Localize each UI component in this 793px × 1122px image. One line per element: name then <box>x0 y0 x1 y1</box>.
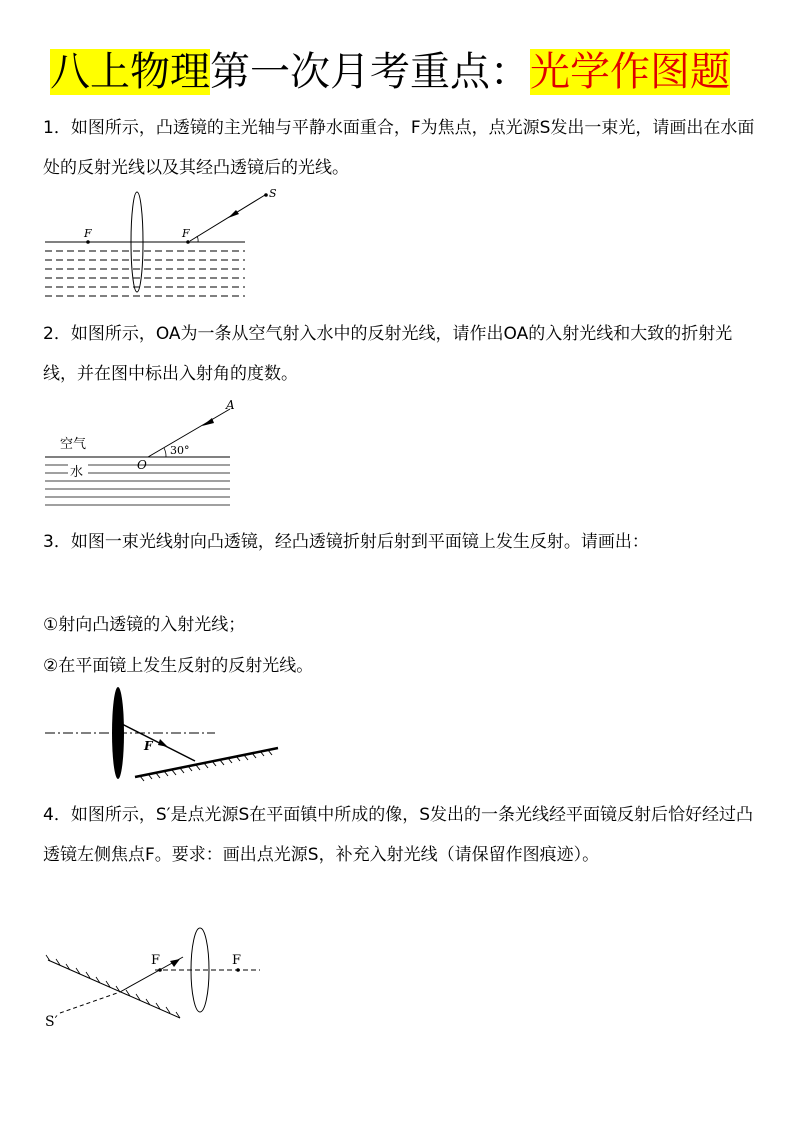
ray-arrow <box>170 959 180 967</box>
ray-arrow <box>228 210 239 218</box>
focus-point-right <box>186 240 190 244</box>
question-4-text: 4．如图所示，S′是点光源S在平面镇中所成的像，S发出的一条光线经平面镜反射后恰好经过凸透镜左侧焦点F。要求：画出点光源S，补充入射光线（请保留作图痕迹）。 <box>43 805 754 865</box>
light-source-point <box>264 193 268 197</box>
question-3-figure <box>40 685 290 785</box>
water-label: 水 <box>70 465 84 480</box>
convex-lens <box>112 687 124 779</box>
question-2-figure <box>40 393 240 518</box>
angle-arc <box>197 236 198 242</box>
question-4-figure <box>40 925 270 1040</box>
point-a-label: A <box>226 398 235 412</box>
refracted-ray <box>120 723 195 761</box>
question-3-item-1: ①射向凸透镜的入射光线； <box>43 615 246 635</box>
angle-arc <box>164 448 166 457</box>
question-3-item-2: ②在平面镜上发生反射的反射光线。 <box>43 656 314 676</box>
question-1-figure <box>40 185 280 310</box>
water-hatching <box>45 251 245 296</box>
virtual-ray <box>60 992 120 1013</box>
source-label: S <box>269 187 277 200</box>
air-label: 空气 <box>60 437 87 452</box>
incident-ray <box>190 195 265 241</box>
mirror-hatching <box>140 750 272 781</box>
focus-label-left: F <box>151 953 161 968</box>
focus-label-right: F <box>182 227 190 240</box>
title-part-highlight: 八上物理 <box>50 49 210 95</box>
focus-point-left <box>86 240 90 244</box>
plane-mirror <box>135 748 278 777</box>
title-part-topic: 光学作图题 <box>530 49 730 95</box>
ray-arrow <box>202 418 214 426</box>
focus-point-right <box>236 968 240 972</box>
question-2-text: 2．如图所示，OA为一条从空气射入水中的反射光线，请作出OA的入射光线和大致的折射光线，并在图中标出入射角的度数。 <box>43 324 733 384</box>
image-label: S′ <box>45 1014 58 1030</box>
title-part-main: 第一次月考重点： <box>210 49 530 95</box>
focus-label-right: F <box>232 953 242 968</box>
focus-label-left: F <box>84 227 92 240</box>
question-3-text: 3．如图一束光线射向凸透镜，经凸透镜折射后射到平面镜上发生反射。请画出： <box>43 532 649 552</box>
page-title <box>50 42 750 102</box>
ray-arrow <box>158 739 168 747</box>
question-1-text: 1．如图所示，凸透镜的主光轴与平静水面重合，F为焦点，点光源S发出一束光，请画出在水面处的反射光线以及其经凸透镜后的光线。 <box>43 118 755 178</box>
focus-label: F <box>144 739 153 753</box>
point-o-label: O <box>137 458 147 472</box>
angle-label: 30° <box>170 444 190 457</box>
